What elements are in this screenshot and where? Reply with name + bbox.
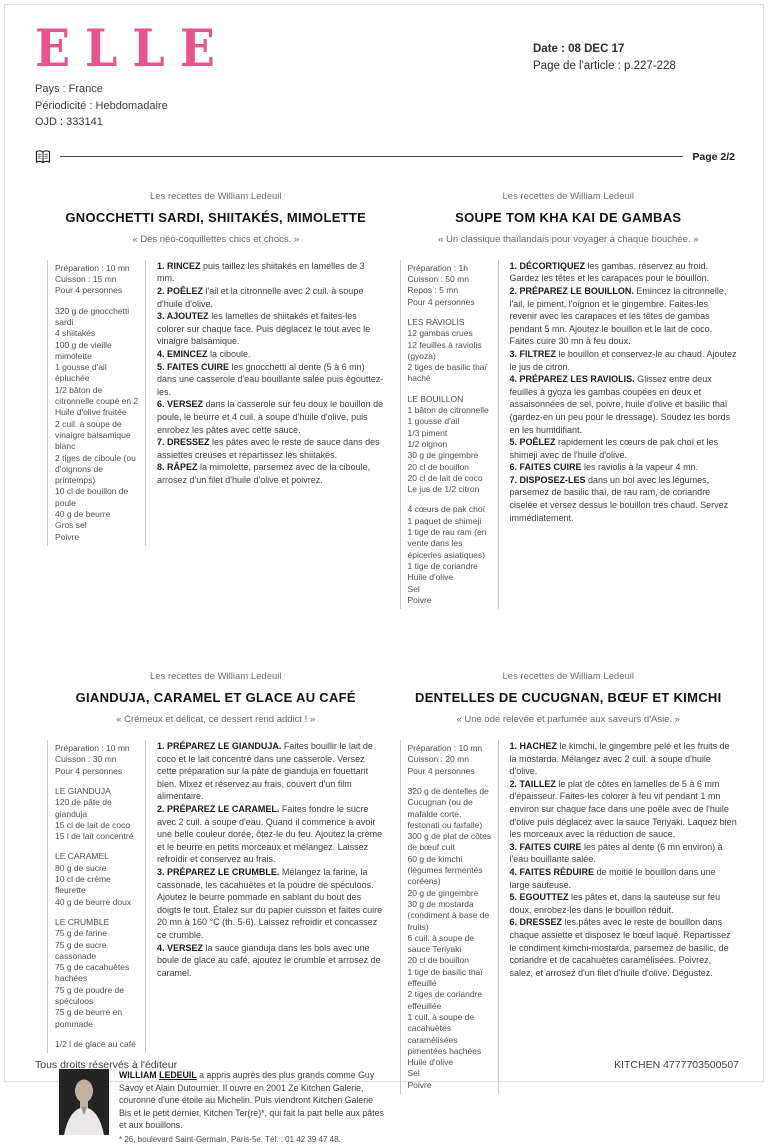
chef-bio bbox=[59, 1069, 385, 1145]
ingredient-item: 1/2 oignon bbox=[408, 439, 492, 450]
recipe-step: 4. PRÉPAREZ LES RAVIOLIS. Glissez entre deux feuilles à gyoza les gambas coupées en deux et assaisonnées de sel, poivre, huile d'olive et basilic thaï (gardez-en un peu pour le dressage). Soudez les bords en les humidifiant. bbox=[510, 373, 738, 436]
publication-meta-line: Pays : France bbox=[35, 81, 230, 98]
recipe-step: 1. RINCEZ puis taillez les shiitakés en lamelles de 3 mm. bbox=[157, 260, 385, 285]
recipe-meta-line: Préparation : 10 mn bbox=[55, 263, 139, 274]
issue-info bbox=[533, 41, 733, 131]
step-lead: 6. FAITES CUIRE bbox=[510, 462, 585, 472]
step-lead: 3. AJOUTEZ bbox=[157, 311, 211, 321]
press-book-icon bbox=[35, 149, 51, 165]
steps-column bbox=[499, 740, 738, 1094]
chef-bio-text bbox=[119, 1069, 385, 1145]
clipping-footer bbox=[35, 1059, 739, 1071]
recipe-kicker: Les recettes de William Ledeuil bbox=[47, 671, 385, 682]
recipe-subtitle: « Des néo-coquillettes chics et chocs. » bbox=[47, 234, 385, 245]
elle-logo: ELLE bbox=[35, 21, 230, 75]
recipe-meta bbox=[408, 743, 492, 777]
recipe-title: GNOCCHETTI SARDI, SHIITAKÉS, MIMOLETTE bbox=[47, 210, 385, 225]
recipe-subtitle: « Crémeux et délicat, ce dessert rend addict ! » bbox=[47, 714, 385, 725]
recipe-meta-line: Cuisson : 15 mn bbox=[55, 274, 139, 285]
recipe-step: 7. DRESSEZ les pâtes avec le reste de sauce dans des assiettes creuses et répartissez les shiitakés. bbox=[157, 436, 385, 461]
chef-photo bbox=[59, 1069, 109, 1135]
ingredient-item: 20 cl de lait de coco bbox=[408, 473, 492, 484]
recipe-card bbox=[400, 671, 738, 1145]
ingredient-item: Gros sel bbox=[55, 520, 139, 531]
recipe-step: 6. VERSEZ dans la casserole sur feu doux le bouillon de poule, le beurre et 4 cuil. à soupe d'huile d'olive, puis enrobez les pâtes avec cette sauce. bbox=[157, 398, 385, 436]
ingredient-group bbox=[408, 394, 492, 496]
recipe-meta-line: Préparation : 10 mn bbox=[55, 743, 139, 754]
ingredient-item: Sel bbox=[408, 1068, 492, 1079]
ingredient-item: 300 g de plat de côtes de bœuf cuit bbox=[408, 831, 492, 854]
ingredient-item: 75 g de cacahuètes hachées bbox=[55, 962, 139, 985]
ingredient-group bbox=[55, 917, 139, 1030]
recipe-step: 2. PRÉPAREZ LE CARAMEL. Faites fondre le sucre avec 2 cuil. à soupe d'eau. Quand il commence à avoir une belle couleur dorée, ôtez-le du feu. Ajoutez la crème et le beurre en petits morceaux et mélangez. Laissez refroidir et conservez au frais. bbox=[157, 803, 385, 866]
ingredient-item: 1/2 bâton de citronnelle coupé en 2 bbox=[55, 385, 139, 408]
ingredients-column bbox=[47, 260, 146, 546]
recipe-meta-line: Pour 4 personnes bbox=[408, 766, 492, 777]
recipe-meta bbox=[408, 263, 492, 308]
ingredient-item: 100 g de vieille mimolette bbox=[55, 340, 139, 363]
ingredient-item: Huile d'olive bbox=[408, 572, 492, 583]
step-lead: 2. POÊLEZ bbox=[157, 286, 206, 296]
recipe-step: 5. POÊLEZ rapidement les cœurs de pak choï et les shimeji avec de l'huile d'olive. bbox=[510, 436, 738, 461]
step-lead: 2. PRÉPAREZ LE BOUILLON. bbox=[510, 286, 637, 296]
ingredient-item: Poivre bbox=[55, 532, 139, 543]
ingredients-list bbox=[55, 786, 139, 1050]
article-page-range: Page de l'article : p.227-228 bbox=[533, 58, 733, 75]
ingredient-item: 12 feuilles à raviolis (gyoza) bbox=[408, 340, 492, 363]
recipe-step: 3. PRÉPAREZ LE CRUMBLE. Mélangez la farine, la cassonade, les cacahuètes et la poudre de spéculoos. Ajoutez le beurre pommade en sablant du bout des doigts le tout. Étalez sur du papier cuisson et faites cuire 20 mn à 160 °C (th. 5-6). Laissez refroidir et concassez ce crumble. bbox=[157, 866, 385, 942]
recipe-step: 2. POÊLEZ l'ail et la citronnelle avec 2 cuil. à soupe d'huile d'olive. bbox=[157, 285, 385, 310]
ingredient-item: 20 cl de bouillon bbox=[408, 955, 492, 966]
step-lead: 6. VERSEZ bbox=[157, 399, 206, 409]
step-lead: 1. PRÉPAREZ LE GIANDUJA. bbox=[157, 741, 284, 751]
ingredient-group bbox=[55, 306, 139, 543]
ingredient-group bbox=[55, 1039, 139, 1050]
ingredient-item: 20 g de gingembre bbox=[408, 888, 492, 899]
ingredient-item: 1 gousse d'ail épluchée bbox=[55, 362, 139, 385]
ingredient-item: 120 de pâte de gianduja bbox=[55, 797, 139, 820]
step-lead: 1. RINCEZ bbox=[157, 261, 203, 271]
step-lead: 5. EGOUTTEZ bbox=[510, 892, 572, 902]
recipe-card bbox=[47, 191, 385, 609]
ingredient-item: 320 g de gnocchetti sardi bbox=[55, 306, 139, 329]
recipe-step: 3. FILTREZ le bouillon et conservez-le au chaud. Ajoutez le jus de citron. bbox=[510, 348, 738, 373]
step-lead: 3. FILTREZ bbox=[510, 349, 559, 359]
ingredient-item: 75 g de poudre de spéculoos bbox=[55, 985, 139, 1008]
recipe-meta-line: Préparation : 10 mn bbox=[408, 743, 492, 754]
recipe-step: 4. EMINCEZ la ciboule. bbox=[157, 348, 385, 361]
rights-notice: Tous droits réservés à l'éditeur bbox=[35, 1059, 177, 1071]
recipe-meta bbox=[55, 263, 139, 297]
ingredient-item: Poivre bbox=[408, 595, 492, 606]
recipe-step: 7. DISPOSEZ-LES dans un bol avec les légumes, parsemez de basilic thaï, de rau ram, de coriandre ciselée et versez dessus le bouillon très chaud. Servez immédiatement. bbox=[510, 474, 738, 524]
ingredient-item: 40 g de beurre bbox=[55, 509, 139, 520]
recipe-step: 3. FAITES CUIRE les pâtes al dente (6 mn environ) à l'eau bouillante salée. bbox=[510, 841, 738, 866]
step-lead: 4. PRÉPAREZ LES RAVIOLIS. bbox=[510, 374, 638, 384]
ingredient-item: 320 g de dentelles de Cucugnan (ou de mafalde corte, festonati ou farfalle) bbox=[408, 786, 492, 831]
recipe-meta-line: Cuisson : 30 mn bbox=[55, 754, 139, 765]
ingredient-item: Sel bbox=[408, 584, 492, 595]
recipe-body bbox=[400, 740, 738, 1094]
recipe-body bbox=[400, 260, 738, 609]
steps-column bbox=[146, 740, 385, 1053]
step-lead: 2. TAILLEZ bbox=[510, 779, 559, 789]
recipe-title: SOUPE TOM KHA KAI DE GAMBAS bbox=[400, 210, 738, 225]
ingredient-item: Le jus de 1/2 citron bbox=[408, 484, 492, 495]
recipe-header bbox=[400, 671, 738, 725]
ingredient-item: 2 tiges de ciboule (ou d'oignons de printemps) bbox=[55, 453, 139, 487]
page-divider bbox=[35, 149, 735, 165]
article-date: Date : 08 DEC 17 bbox=[533, 41, 733, 58]
ingredient-group bbox=[55, 786, 139, 842]
recipe-meta-line: Pour 4 personnes bbox=[408, 297, 492, 308]
step-lead: 7. DISPOSEZ-LES bbox=[510, 475, 589, 485]
step-lead: 6. DRESSEZ bbox=[510, 917, 565, 927]
ingredients-list bbox=[55, 306, 139, 543]
recipe-meta-line: Pour 4 personnes bbox=[55, 766, 139, 777]
recipe-meta-line: Pour 4 personnes bbox=[55, 285, 139, 296]
recipe-card bbox=[400, 191, 738, 609]
recipe-meta bbox=[55, 743, 139, 777]
step-lead: 1. DÉCORTIQUEZ bbox=[510, 261, 588, 271]
ingredient-item: 1/3 piment bbox=[408, 428, 492, 439]
ingredient-item: 30 g de mostarda (condiment à base de fruits) bbox=[408, 899, 492, 933]
step-lead: 8. RÂPEZ bbox=[157, 462, 200, 472]
publication-brand bbox=[35, 21, 230, 131]
ingredients-list bbox=[408, 317, 492, 606]
ingredient-item: 1 gousse d'ail bbox=[408, 416, 492, 427]
recipe-step: 5. EGOUTTEZ les pâtes et, dans la sauteuse sur feu doux, enrobez-les dans le bouillon réduit. bbox=[510, 891, 738, 916]
recipe-title: GIANDUJA, CARAMEL ET GLACE AU CAFÉ bbox=[47, 690, 385, 705]
recipe-step: 6. FAITES CUIRE les raviolis à la vapeur 4 mn. bbox=[510, 461, 738, 474]
ingredient-item: 60 g de kimchi (légumes fermentés coréens) bbox=[408, 854, 492, 888]
recipe-step: 8. RÂPEZ la mimolette, parsemez avec de la ciboule, arrosez d'un filet d'huile d'olive et poivrez. bbox=[157, 461, 385, 486]
step-lead: 2. PRÉPAREZ LE CARAMEL. bbox=[157, 804, 282, 814]
recipe-step: 4. VERSEZ la sauce gianduja dans les bols avec une boule de glace au café, ajoutez le crumble et arrosez de caramel. bbox=[157, 942, 385, 980]
recipe-step: 5. FAITES CUIRE les gnocchetti al dente (5 à 6 mn) dans une casserole d'eau bouillante salée puis égouttez-les. bbox=[157, 361, 385, 399]
publication-meta bbox=[35, 81, 230, 131]
ingredient-group-heading: LE GIANDUJA bbox=[55, 786, 139, 797]
recipe-step: 6. DRESSEZ les pâtes avec le reste de bouillon dans chaque assiette et disposez le bœuf laqué. Répartissez le condiment kimchi-mostarda, parsemez de basilic, de coriandre et de cacahuètes caramélisées. Poivrez, salez, et arrosez d'un filet d'huile d'olive. Dégustez. bbox=[510, 916, 738, 979]
publication-meta-line: Périodicité : Hebdomadaire bbox=[35, 98, 230, 115]
recipe-meta-line: Cuisson : 20 mn bbox=[408, 754, 492, 765]
ingredient-item: 80 g de sucre bbox=[55, 863, 139, 874]
step-lead: 4. VERSEZ bbox=[157, 943, 206, 953]
ingredient-item: 75 g de sucre cassonade bbox=[55, 940, 139, 963]
step-lead: 3. FAITES CUIRE bbox=[510, 842, 585, 852]
ingredient-item: 6 cuil. à soupe de sauce Teriyaki bbox=[408, 933, 492, 956]
steps-column bbox=[146, 260, 385, 546]
ingredient-item: 1 tige de coriandre bbox=[408, 561, 492, 572]
ingredient-item: 30 g de gingembre bbox=[408, 450, 492, 461]
recipe-title: DENTELLES DE CUCUGNAN, BŒUF ET KIMCHI bbox=[400, 690, 738, 705]
ingredient-group bbox=[55, 851, 139, 907]
publication-meta-line: OJD : 333141 bbox=[35, 114, 230, 131]
recipe-meta-line: Repos : 5 mn bbox=[408, 285, 492, 296]
ingredients-column bbox=[400, 740, 499, 1094]
step-lead: 5. POÊLEZ bbox=[510, 437, 559, 447]
clipping-reference: KITCHEN 4777703500507 bbox=[614, 1059, 739, 1071]
ingredient-item: 1 cuil. à soupe de cacahuètes caramélisées pimentées hachées bbox=[408, 1012, 492, 1057]
recipe-kicker: Les recettes de William Ledeuil bbox=[400, 191, 738, 202]
ingredient-item: 15 cl de lait de coco bbox=[55, 820, 139, 831]
chef-bio-paragraph: WILLIAM LEDEUIL a appris auprès des plus grands comme Guy Savoy et Alain Dutournier. Il ouvre en 2001 Ze Kitchen Galerie, couronné d'une étoile au Michelin. Puis viendront Kitchen Galerie Bis et le petit dernier, Kitchen Ter(re)*, qui fait la part belle aux pâtes et aux bouillons. bbox=[119, 1070, 384, 1130]
ingredient-item: 1 tige de rau ram (en vente dans les épiceries asiatiques) bbox=[408, 527, 492, 561]
ingredient-item: 1/2 l de glace au café bbox=[55, 1039, 139, 1050]
ingredient-item: 1 tige de basilic thaï effeuillé bbox=[408, 967, 492, 990]
recipe-header bbox=[47, 671, 385, 725]
ingredient-group bbox=[408, 504, 492, 606]
ingredient-item: Poivre bbox=[408, 1080, 492, 1091]
recipe-step: 1. PRÉPAREZ LE GIANDUJA. Faites bouillir le lait de coco et le lait concentré dans une casserole. Versez cette préparation sur la pâte de gianduja en fouettant bien. Mixez et réservez au frais, couvert d'un film alimentaire. bbox=[157, 740, 385, 803]
ingredient-item: Huile d'olive fruitée bbox=[55, 407, 139, 418]
press-clipping-page bbox=[4, 4, 764, 1082]
recipe-step: 4. FAITES RÉDUIRE de moitié le bouillon dans une large sauteuse. bbox=[510, 866, 738, 891]
ingredient-item: 4 cœurs de pak choï bbox=[408, 504, 492, 515]
step-lead: 4. EMINCEZ bbox=[157, 349, 210, 359]
page-indicator: Page 2/2 bbox=[692, 151, 735, 163]
recipe-step: 1. HACHEZ le kimchi, le gingembre pelé et les fruits de la mostarda. Mélangez avec 2 cuil. à soupe d'huile d'olive. bbox=[510, 740, 738, 778]
ingredient-item: 1 bâton de citronnelle bbox=[408, 405, 492, 416]
recipe-meta-line: Cuisson : 50 mn bbox=[408, 274, 492, 285]
recipe-body bbox=[47, 740, 385, 1053]
ingredient-item: 12 gambas crues bbox=[408, 328, 492, 339]
step-lead: 4. FAITES RÉDUIRE bbox=[510, 867, 597, 877]
recipe-subtitle: « Un classique thaïlandais pour voyager à chaque bouchée. » bbox=[400, 234, 738, 245]
ingredient-item: 2 cuil. à soupe de vinaigre balsamique blanc bbox=[55, 419, 139, 453]
step-lead: 7. DRESSEZ bbox=[157, 437, 212, 447]
ingredient-group bbox=[408, 786, 492, 1091]
ingredient-item: 20 cl de bouillon bbox=[408, 462, 492, 473]
ingredient-group-heading: LE BOUILLON bbox=[408, 394, 492, 405]
recipe-header bbox=[47, 191, 385, 245]
recipe-kicker: Les recettes de William Ledeuil bbox=[47, 191, 385, 202]
ingredient-group bbox=[408, 317, 492, 385]
ingredient-group-heading: LE CRUMBLE bbox=[55, 917, 139, 928]
recipe-step: 2. TAILLEZ le plat de côtes en lamelles de 5 à 6 mm d'épaisseur. Faites-les colorer à feu vif pendant 1 mn environ sur chaque face dans une poêle avec de l'huile d'olive puis déglacez avec la sauce Teriyaki. Laquez bien les morceaux avec la réduction de sauce. bbox=[510, 778, 738, 841]
step-lead: 5. FAITES CUIRE bbox=[157, 362, 232, 372]
ingredient-item: 40 g de beurre doux bbox=[55, 897, 139, 908]
recipes-grid bbox=[47, 191, 737, 1145]
step-lead: 3. PRÉPAREZ LE CRUMBLE. bbox=[157, 867, 282, 877]
steps-column bbox=[499, 260, 738, 609]
recipe-card bbox=[47, 671, 385, 1145]
ingredients-column bbox=[400, 260, 499, 609]
clipping-header bbox=[5, 5, 763, 131]
ingredients-list bbox=[408, 786, 492, 1091]
recipe-subtitle: « Une ode relevée et parfumée aux saveurs d'Asie. » bbox=[400, 714, 738, 725]
ingredient-item: 15 l de lait concentré bbox=[55, 831, 139, 842]
ingredient-item: 2 tiges de coriandre effeuillée bbox=[408, 989, 492, 1012]
recipe-step: 2. PRÉPAREZ LE BOUILLON. Emincez la citronnelle, l'ail, le piment, l'oignon et le gingembre. Faites-les revenir avec les carapaces et les têtes de gambas pendant 5 mn. Ajoutez le bouillon et le lait de coco. Faites cuire 30 mn à feu doux. bbox=[510, 285, 738, 348]
divider-rule bbox=[60, 156, 683, 157]
recipe-body bbox=[47, 260, 385, 546]
ingredient-item: Huile d'olive bbox=[408, 1057, 492, 1068]
ingredient-item: 75 g de farine bbox=[55, 928, 139, 939]
recipe-kicker: Les recettes de William Ledeuil bbox=[400, 671, 738, 682]
ingredient-item: 10 cl de bouillon de poule bbox=[55, 486, 139, 509]
step-lead: 1. HACHEZ bbox=[510, 741, 560, 751]
ingredient-item: 10 cl de crème fleurette bbox=[55, 874, 139, 897]
ingredient-group-heading: LE CARAMEL bbox=[55, 851, 139, 862]
recipe-header bbox=[400, 191, 738, 245]
ingredients-column bbox=[47, 740, 146, 1053]
ingredient-item: 4 shiitakés bbox=[55, 328, 139, 339]
chef-bio-footnote: * 26, boulevard Saint-Germain, Paris-5e. Tél. : 01 42 39 47 48. bbox=[119, 1134, 385, 1145]
ingredient-item: 2 tiges de basilic thaï haché bbox=[408, 362, 492, 385]
ingredient-group-heading: LES RAVIOLIS bbox=[408, 317, 492, 328]
recipe-step: 1. DÉCORTIQUEZ les gambas, réservez au froid. Gardez les têtes et les carapaces pour le bouillon. bbox=[510, 260, 738, 285]
ingredient-item: 1 paquet de shimeji bbox=[408, 516, 492, 527]
ingredient-item: 75 g de beurre en pommade bbox=[55, 1007, 139, 1030]
recipe-step: 3. AJOUTEZ les lamelles de shiitakés et faites-les colorer sur chaque face. Puis déglacez le tout avec le vinaigre balsamique. bbox=[157, 310, 385, 348]
recipe-meta-line: Préparation : 1h bbox=[408, 263, 492, 274]
